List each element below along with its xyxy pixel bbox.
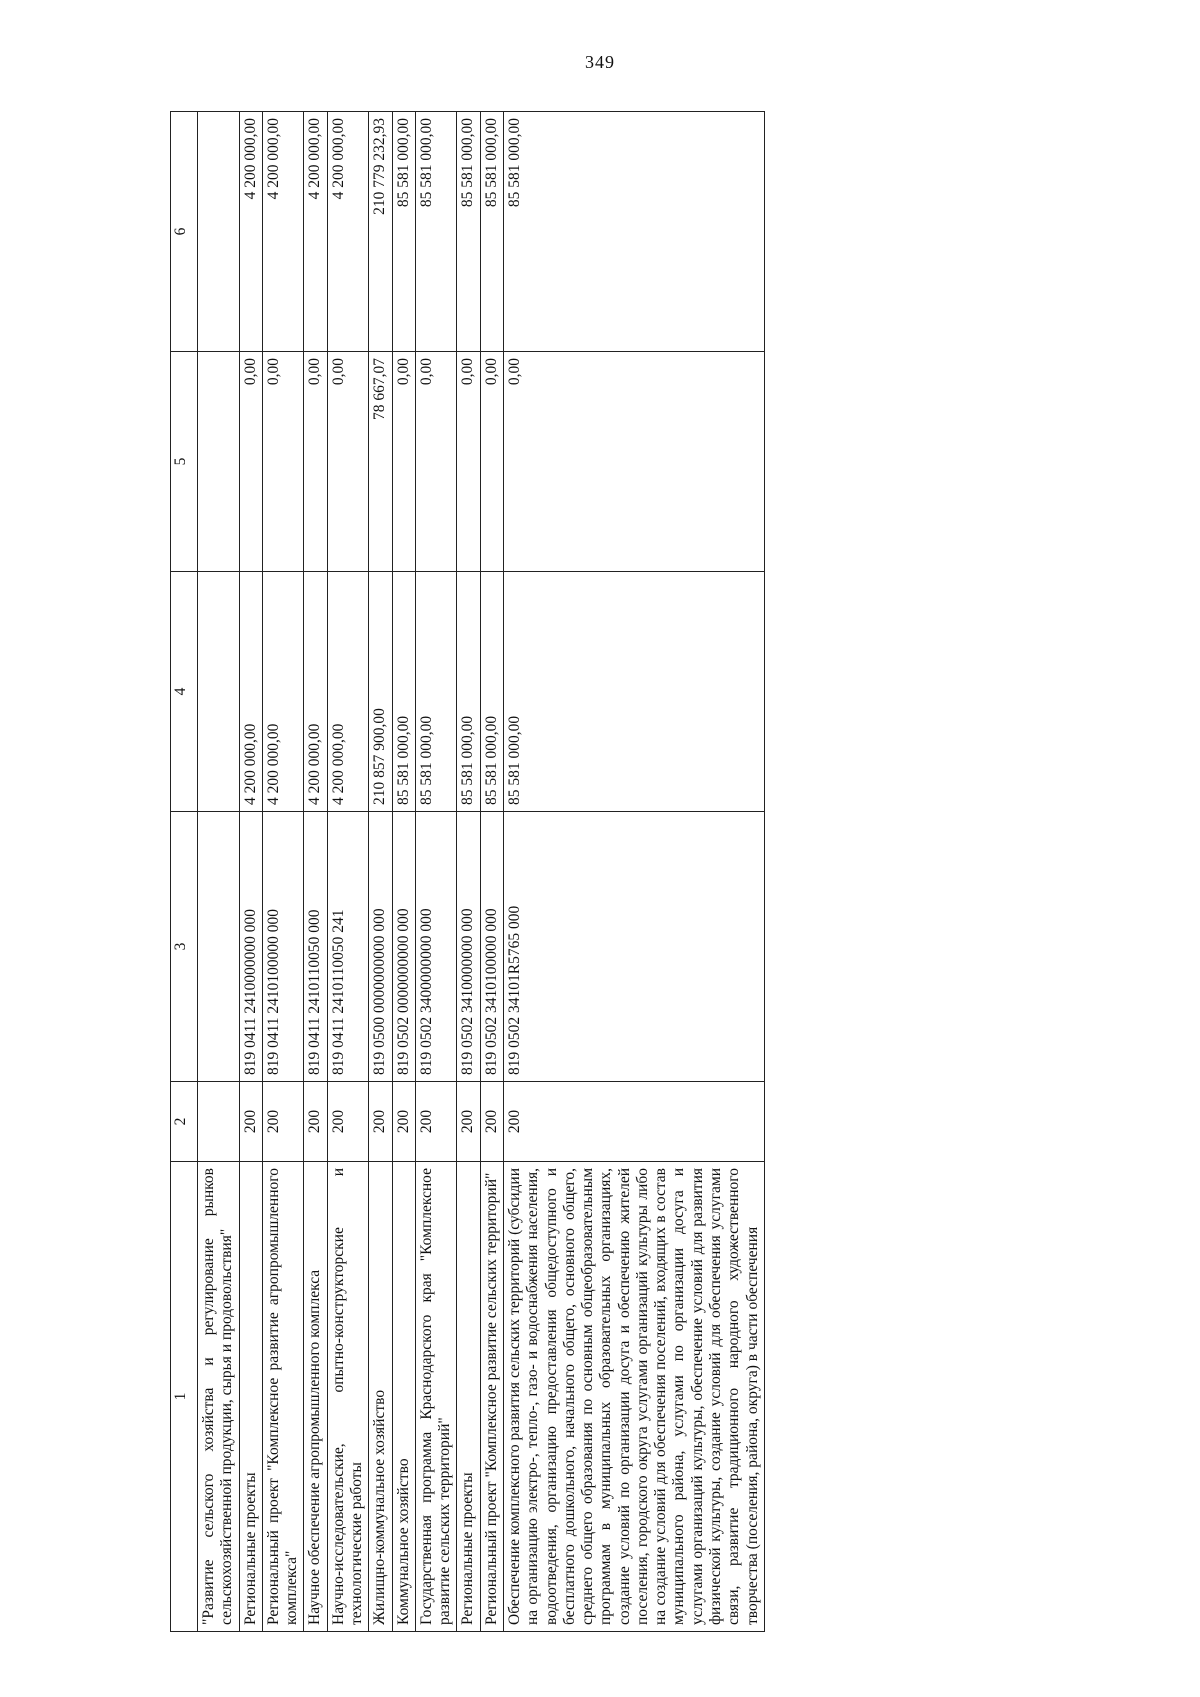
row-executed: 0,00 (392, 352, 415, 572)
row-executed: 0,00 (415, 352, 457, 572)
row-code: 200 (457, 1082, 480, 1162)
rotated-table-container (170, 112, 1110, 1632)
row-name: Региональные проекты (239, 1162, 262, 1632)
page-number: 349 (585, 52, 615, 72)
row-executed: 0,00 (503, 352, 764, 572)
row-plan: 4 200 000,00 (327, 572, 369, 812)
header-col-3: 3 (171, 812, 198, 1082)
row-approved: 85 581 000,00 (480, 112, 503, 352)
row-plan: 85 581 000,00 (503, 572, 764, 812)
row-executed: 0,00 (262, 352, 304, 572)
row-kbk: 819 0502 3410100000 000 (480, 812, 503, 1082)
table-row (457, 112, 480, 1632)
row-name: Региональный проект "Комплексное развитие сельских территорий" (480, 1162, 503, 1632)
table-row (392, 112, 415, 1632)
table-row (239, 112, 262, 1632)
row-code: 200 (262, 1082, 304, 1162)
row-executed: 78 667,07 (369, 352, 392, 572)
row-name: Региональные проекты (457, 1162, 480, 1632)
table-row (369, 112, 392, 1632)
header-col-5: 5 (171, 352, 198, 572)
row-executed: 0,00 (239, 352, 262, 572)
row-code: 200 (369, 1082, 392, 1162)
row-name: Государственная программа Краснодарского края "Комплексное развитие сельских территорий" (415, 1162, 457, 1632)
row-name: Жилищно-коммунальное хозяйство (369, 1162, 392, 1632)
row-name: Научно-исследовательские, опытно-конструкторские и технологические работы (327, 1162, 369, 1632)
row-plan: 85 581 000,00 (457, 572, 480, 812)
row-executed: 0,00 (457, 352, 480, 572)
row-plan: 85 581 000,00 (392, 572, 415, 812)
row-plan: 4 200 000,00 (304, 572, 327, 812)
row-kbk (198, 812, 240, 1082)
header-col-4: 4 (171, 572, 198, 812)
row-code: 200 (327, 1082, 369, 1162)
row-kbk: 819 0411 2410100000 000 (262, 812, 304, 1082)
row-executed (198, 352, 240, 572)
row-approved: 85 581 000,00 (503, 112, 764, 352)
row-kbk: 819 0502 3400000000 000 (415, 812, 457, 1082)
table-row (415, 112, 457, 1632)
row-code (198, 1082, 240, 1162)
table-row (262, 112, 304, 1632)
table-frame (170, 112, 1110, 1632)
header-col-6: 6 (171, 112, 198, 352)
table-row (503, 112, 764, 1632)
row-kbk: 819 0411 2410110050 241 (327, 812, 369, 1082)
row-code: 200 (415, 1082, 457, 1162)
row-name: Научное обеспечение агропромышленного комплекса (304, 1162, 327, 1632)
row-code: 200 (304, 1082, 327, 1162)
row-executed: 0,00 (327, 352, 369, 572)
row-approved (198, 112, 240, 352)
row-name: Региональный проект "Комплексное развитие агропромышленного комплекса" (262, 1162, 304, 1632)
row-plan: 85 581 000,00 (415, 572, 457, 812)
row-code: 200 (239, 1082, 262, 1162)
row-approved: 85 581 000,00 (392, 112, 415, 352)
row-code: 200 (503, 1082, 764, 1162)
row-kbk: 819 0502 3410000000 000 (457, 812, 480, 1082)
row-approved: 4 200 000,00 (262, 112, 304, 352)
row-kbk: 819 0411 2410000000 000 (239, 812, 262, 1082)
row-kbk: 819 0411 2410110050 000 (304, 812, 327, 1082)
row-plan: 4 200 000,00 (262, 572, 304, 812)
row-code: 200 (480, 1082, 503, 1162)
row-plan: 210 857 900,00 (369, 572, 392, 812)
row-code: 200 (392, 1082, 415, 1162)
row-approved: 4 200 000,00 (304, 112, 327, 352)
row-name: Коммунальное хозяйство (392, 1162, 415, 1632)
table-row (304, 112, 327, 1632)
row-name: Обеспечение комплексного развития сельских территорий (субсидии на организацию электро-, тепло-, газо- и водоснабжения населения, водоотведения, организацию предоставления общедоступного и бесплатного дошкольного, начального общего, основного общего, среднего общего образования по основным общеобразовательным программам в муниципальных образовательных организациях, создание условий по организации досуга и обеспечению жителей поселения, городского округа услугами организаций культуры либо на создание условий для обеспечения поселений, входящих в состав муниципального района, услугами по организации досуга и услугами организаций культуры, обеспечение условий для развития физической культуры, создание условий для обеспечения услугами связи, развитие традиционного народного художественного творчества (поселения, района, округа) в части обеспечения (503, 1162, 764, 1632)
row-approved: 4 200 000,00 (327, 112, 369, 352)
row-kbk: 819 0500 0000000000 000 (369, 812, 392, 1082)
row-plan: 4 200 000,00 (239, 572, 262, 812)
table-row (480, 112, 503, 1632)
table-row (327, 112, 369, 1632)
row-name: "Развитие сельского хозяйства и регулирование рынков сельскохозяйственной продукции, сырья и продовольствия" (198, 1162, 240, 1632)
header-col-1: 1 (171, 1162, 198, 1632)
header-row (171, 112, 198, 1632)
header-col-2: 2 (171, 1082, 198, 1162)
row-plan: 85 581 000,00 (480, 572, 503, 812)
row-kbk: 819 0502 34101R5765 000 (503, 812, 764, 1082)
row-approved: 85 581 000,00 (415, 112, 457, 352)
row-approved: 4 200 000,00 (239, 112, 262, 352)
row-executed: 0,00 (480, 352, 503, 572)
row-plan (198, 572, 240, 812)
row-approved: 210 779 232,93 (369, 112, 392, 352)
row-executed: 0,00 (304, 352, 327, 572)
row-approved: 85 581 000,00 (457, 112, 480, 352)
table-row (198, 112, 240, 1632)
budget-table (170, 111, 765, 1632)
row-kbk: 819 0502 0000000000 000 (392, 812, 415, 1082)
